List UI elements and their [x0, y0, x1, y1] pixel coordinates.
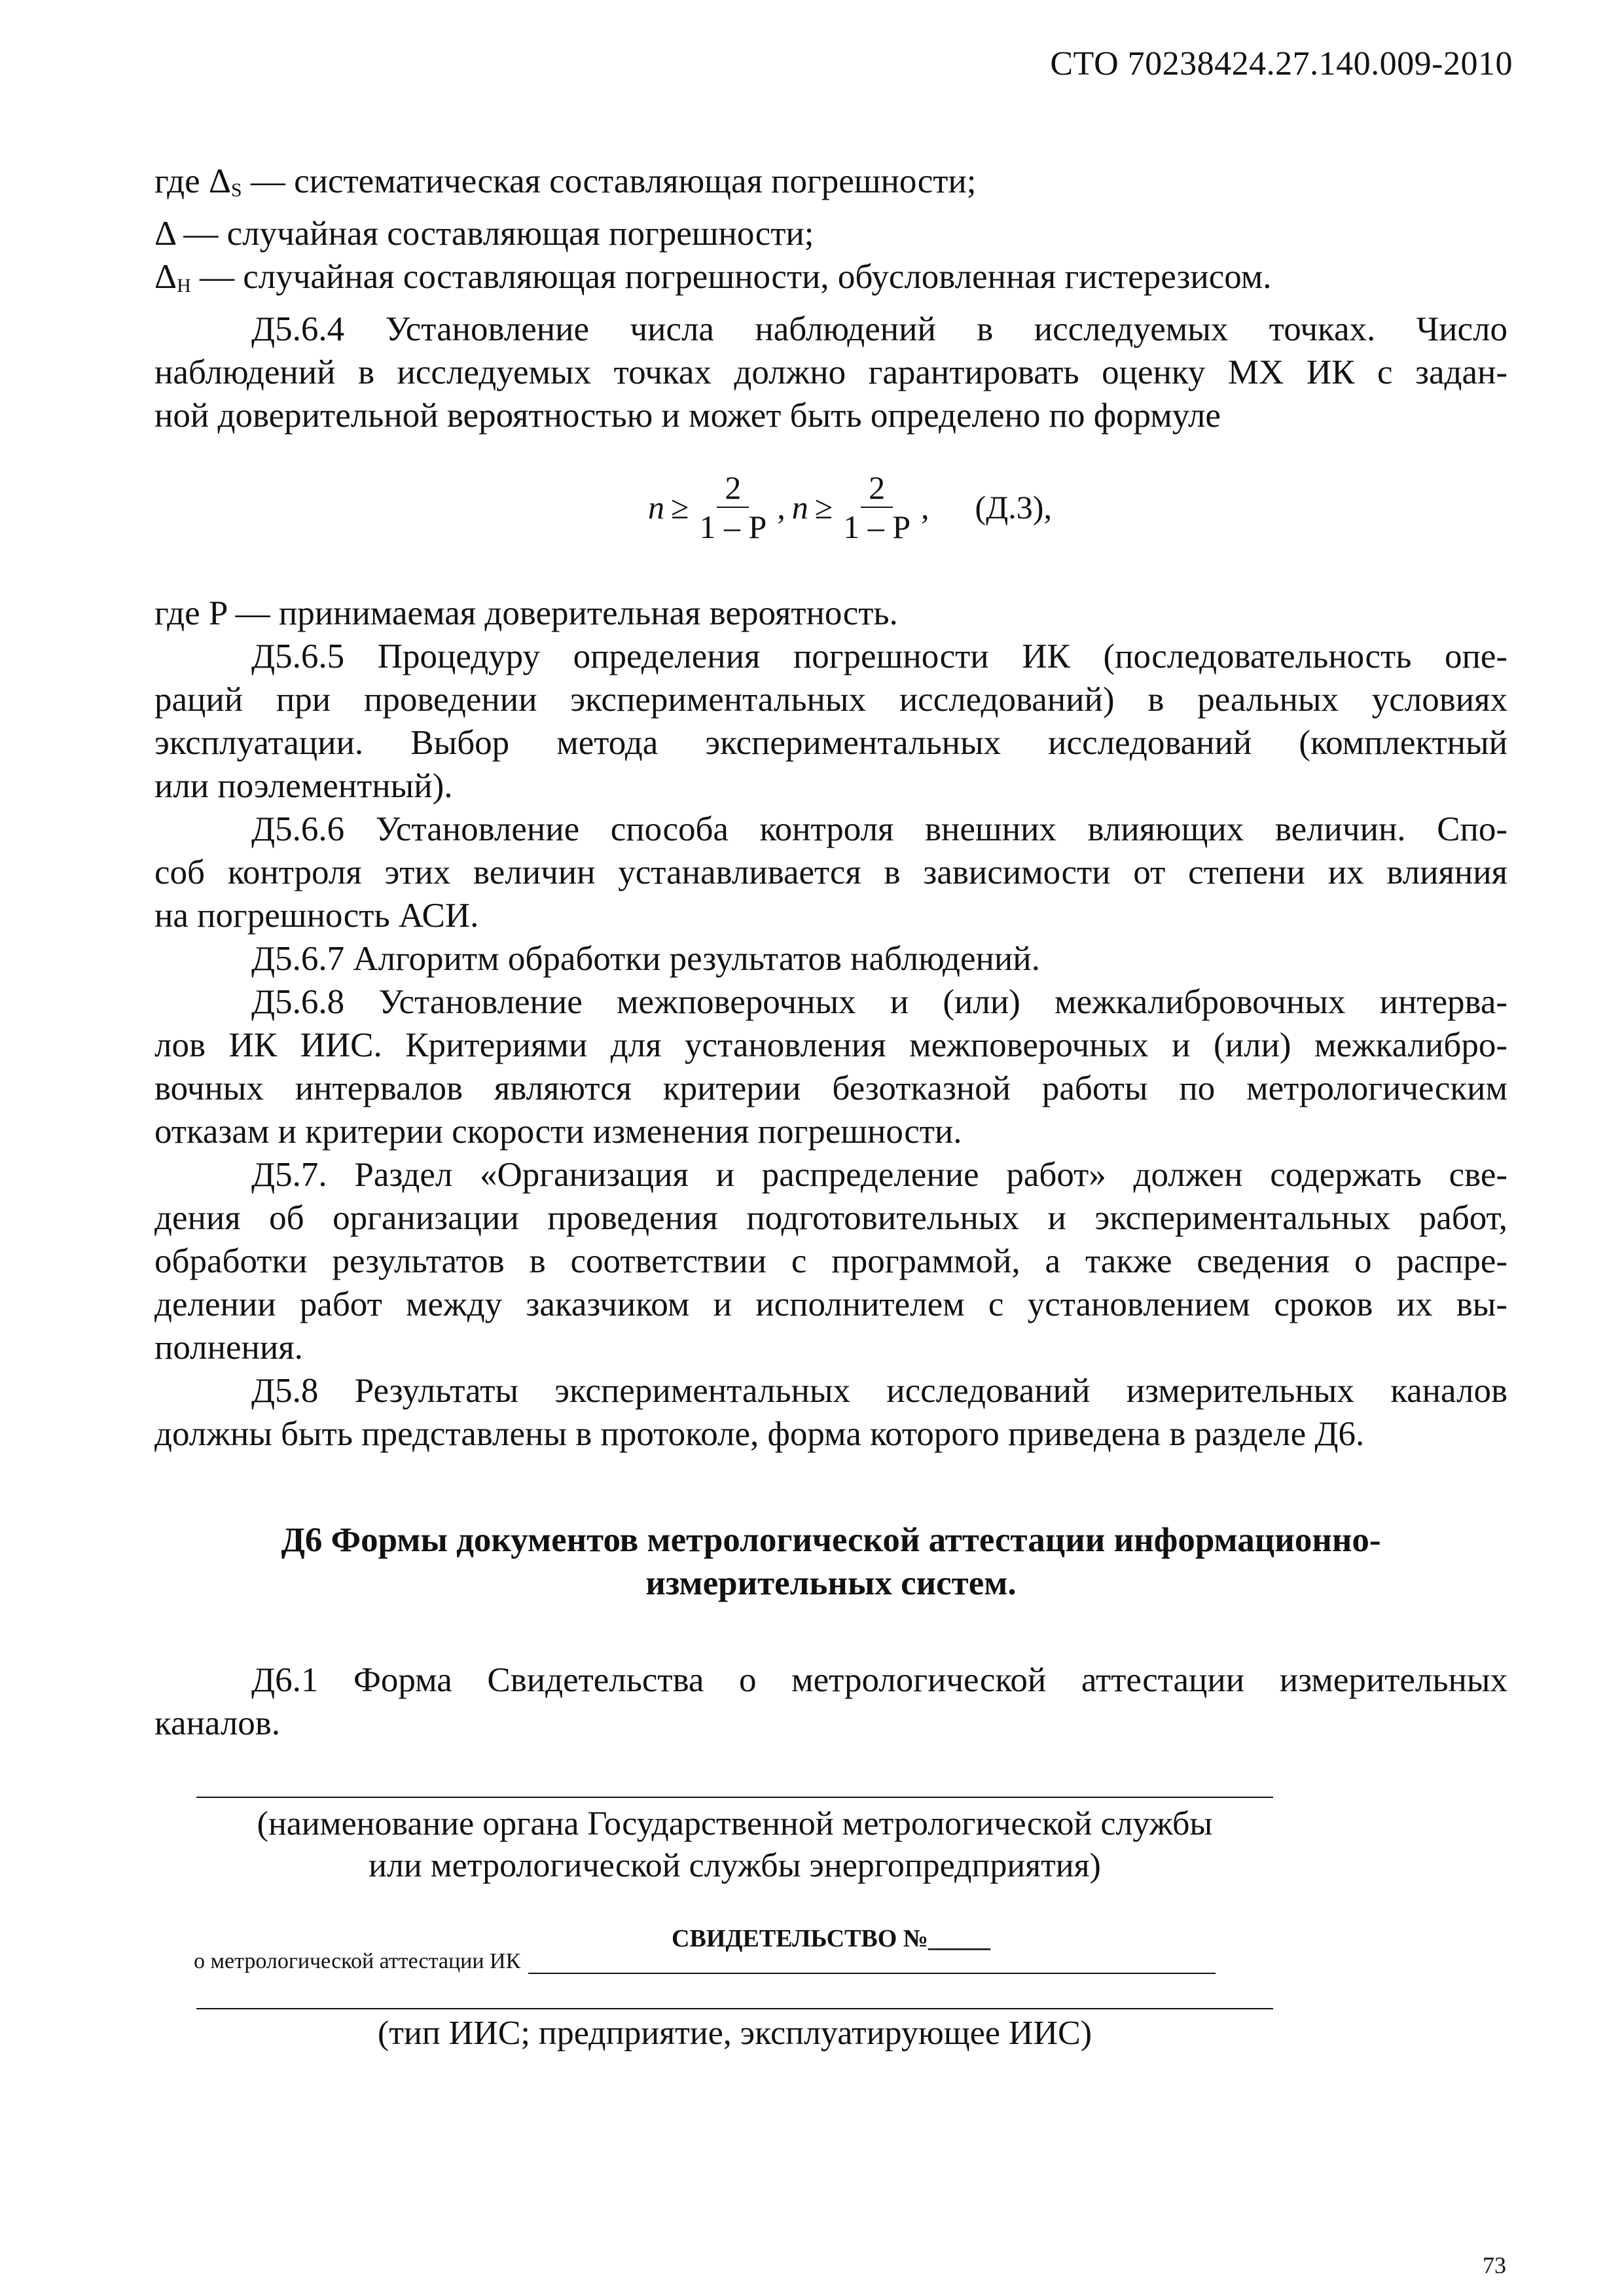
paragraph-d568: Д5.6.8 Установление межповерочных и (или) межкалибровочных интерва-: [251, 983, 1507, 1021]
paragraph-d57: дения об организации проведения подготовительных и экспериментальных работ,: [154, 1199, 1507, 1237]
definition-probability: где P — принимаемая доверительная вероятность.: [154, 594, 898, 632]
definition-systematic: где $\Delta_S$ — систематическая составляющая погрешности;: [154, 162, 977, 201]
paragraph-d565: эксплуатации. Выбор метода экспериментальных исследований (комплектный: [154, 724, 1507, 762]
paragraph-d564: наблюдений в исследуемых точках должно гарантировать оценку МХ ИК с задан-: [154, 353, 1507, 391]
paragraph-d567: Д5.6.7 Алгоритм обработки результатов наблюдений.: [251, 940, 1040, 978]
attestation-line: [194, 1949, 1216, 1974]
paragraph-d58: Д5.8 Результаты экспериментальных исследований измерительных каналов: [251, 1372, 1507, 1410]
iis-type-blank-line: [196, 2008, 1273, 2009]
iis-type-caption: (тип ИИС; предприятие, эксплуатирующее ИИС): [377, 2015, 1092, 2052]
definition-random: Δ — случайная составляющая погрешности;: [154, 215, 814, 253]
paragraph-d57: обработки результатов в соответствии с программой, а также сведения о распре-: [154, 1242, 1507, 1280]
attestation-blank-line: [528, 1953, 1216, 1974]
paragraph-d566: соб контроля этих величин устанавливается в зависимости от степени их влияния: [154, 853, 1507, 891]
fraction: $\frac{2}{1 - P}$: [843, 469, 911, 545]
main-text-block: [154, 592, 1507, 1456]
attestation-label: о метрологической аттестации ИК: [194, 1949, 521, 1973]
page-number: 73: [1483, 2252, 1506, 2278]
fraction: $\frac{2}{1 - P}$: [699, 469, 767, 545]
definitions-block: [154, 160, 1507, 437]
paragraph-d564: ной доверительной вероятностью и может быть определено по формуле: [154, 397, 1221, 435]
paragraph-d57: полнения.: [154, 1329, 303, 1367]
paragraph-d568: отказам и критерии скорости изменения погрешности.: [154, 1113, 962, 1151]
org-name-caption: (наименование органа Государственной метрологической службы или метрологической службы энергопредприятия): [257, 1805, 1213, 1884]
paragraph-d565: раций при проведении экспериментальных исследований) в реальных условиях: [154, 681, 1507, 719]
paragraph-d565: или поэлементный).: [154, 767, 453, 805]
document-code-header: СТО 70238424.27.140.009-2010: [1050, 45, 1513, 82]
org-name-blank-line: [196, 1797, 1273, 1798]
paragraph-d568: вочных интервалов являются критерии безотказной работы по метрологическим: [154, 1069, 1507, 1107]
paragraph-d566: на погрешность АСИ.: [154, 897, 479, 935]
paragraph-d568: лов ИК ИИС. Критериями для установления межповерочных и (или) межкалибро-: [154, 1026, 1507, 1064]
paragraph-d57: Д5.7. Раздел «Организация и распределение работ» должен содержать све-: [251, 1156, 1507, 1194]
paragraph-d58: должны быть представлены в протоколе, форма которого приведена в разделе Д6.: [154, 1415, 1365, 1453]
paragraph-d565: Д5.6.5 Процедуру определения погрешности ИК (последовательность опе-: [251, 637, 1507, 675]
formula-label: (Д.3),: [975, 489, 1052, 526]
paragraph-d61: Д6.1 Форма Свидетельства о метрологической аттестации измерительных каналов.: [154, 1661, 1507, 1742]
certificate-title: СВИДЕТЕЛЬСТВО №_____: [672, 1925, 990, 1952]
paragraph-d566: Д5.6.6 Установление способа контроля внешних влияющих величин. Спо-: [251, 810, 1507, 848]
paragraph-d564: Д5.6.4 Установление числа наблюдений в исследуемых точках. Число: [251, 310, 1507, 348]
formula-d3: n ≥ $\frac{2}{1 - P}$ , n ≥ $\frac{2}{1 - P}$ , (Д.3),: [648, 469, 1052, 545]
section-d6-heading: Д6 Формы документов метрологической аттестации информационно- измерительных систем.: [281, 1521, 1381, 1602]
paragraph-d57: делении работ между заказчиком и исполнителем с установлением сроков их вы-: [154, 1285, 1507, 1323]
definition-hysteresis: $\Delta_Н$ — случайная составляющая погрешности, обусловленная гистерезисом.: [154, 258, 1272, 296]
